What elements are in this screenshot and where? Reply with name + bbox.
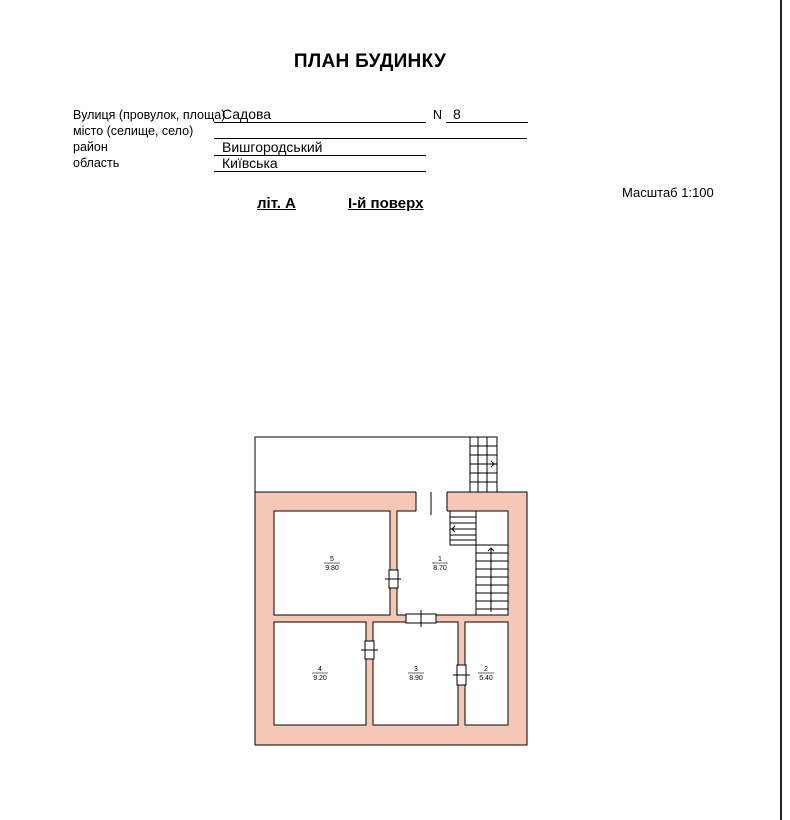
room-3 bbox=[373, 622, 458, 725]
district-value: Вишгородський bbox=[222, 139, 323, 155]
room-1-number: 1 bbox=[438, 556, 442, 563]
letter-label: літ. А bbox=[257, 195, 296, 212]
room-2 bbox=[465, 622, 508, 725]
porch bbox=[255, 437, 497, 492]
floor-label: І-й поверх bbox=[348, 195, 424, 212]
room-2-area: 5.40 bbox=[479, 675, 493, 682]
number-label: N bbox=[433, 108, 443, 122]
room-1-area: 8.70 bbox=[433, 565, 447, 572]
room-4-area: 9.20 bbox=[313, 675, 327, 682]
room-5-number: 5 bbox=[330, 556, 334, 563]
room-3-area: 8.90 bbox=[409, 675, 423, 682]
room-5-area: 9.80 bbox=[325, 565, 339, 572]
scale-label: Масштаб 1:100 bbox=[622, 185, 714, 200]
region-value: Київська bbox=[222, 155, 278, 171]
room-4-number: 4 bbox=[318, 666, 322, 673]
street-label: Вулиця (провулок, площа) bbox=[73, 108, 226, 122]
page-title: ПЛАН БУДИНКУ bbox=[293, 51, 447, 72]
room-2-number: 2 bbox=[484, 666, 488, 673]
room-4 bbox=[274, 622, 366, 725]
city-label: місто (селище, село) bbox=[73, 124, 194, 138]
room-3-number: 3 bbox=[414, 666, 418, 673]
region-label: область bbox=[73, 156, 120, 170]
street-value: Садова bbox=[222, 106, 272, 122]
number-value: 8 bbox=[453, 106, 461, 122]
district-label: район bbox=[73, 140, 108, 154]
